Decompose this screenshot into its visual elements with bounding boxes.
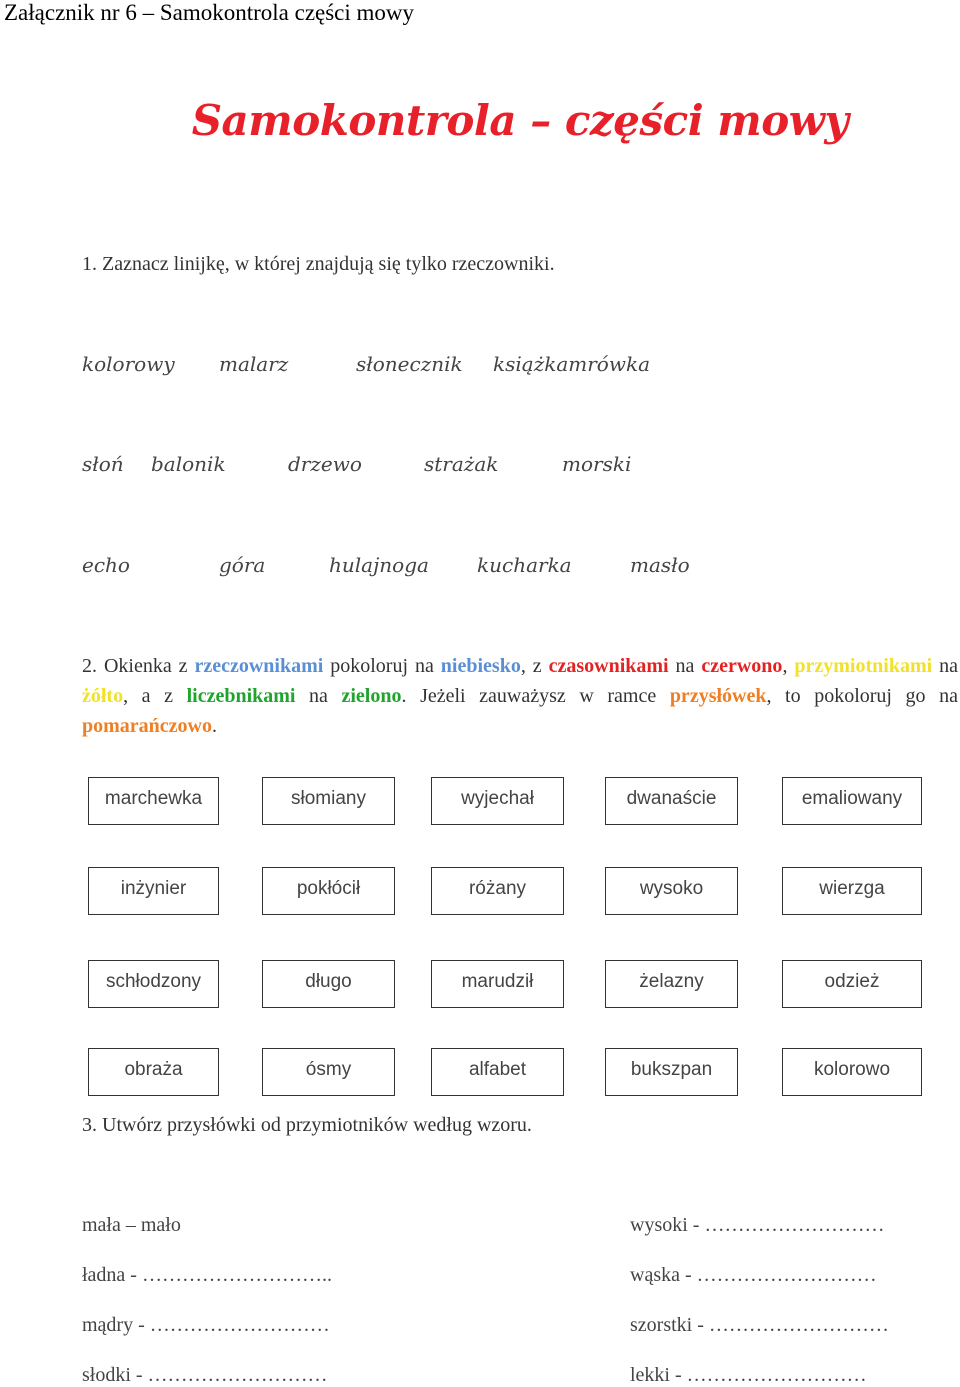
keyword-red: czerwono [701,655,783,677]
word: malarz [219,352,289,376]
text: 2. Okienka z [82,655,195,677]
word: słoń [82,452,124,476]
task2-instruction [82,651,958,741]
text: , a z [123,685,187,707]
keyword-verbs: czasownikami [548,655,669,677]
keyword-nouns: rzeczownikami [194,655,324,677]
keyword-yellow: żółto [82,685,124,707]
word-box[interactable]: marudził [431,960,564,1008]
word-box[interactable]: emaliowany [782,777,922,825]
word: kolorowy [82,352,175,376]
answer-line[interactable]: wysoki - ……………………… [630,1214,885,1236]
text: na [932,655,958,677]
word: kucharka [477,553,572,577]
word-box[interactable]: wysoko [605,867,738,915]
word: książkamrówka [493,352,651,376]
word-box[interactable]: pokłócił [262,867,395,915]
word-box[interactable]: słomiany [262,777,395,825]
text: . Jeżeli zauważysz w ramce [401,685,670,707]
word: strażak [424,452,499,476]
word-box[interactable]: odzież [782,960,922,1008]
answer-line[interactable]: mądry - ……………………… [82,1314,330,1336]
word-box[interactable]: wierzga [782,867,922,915]
word-box[interactable]: obraża [88,1048,219,1096]
keyword-green: zielono [341,685,402,707]
text: , [782,655,795,677]
word: masło [630,553,690,577]
text: pokoloruj na [323,655,441,677]
word-box[interactable]: inżynier [88,867,219,915]
keyword-numerals: liczebnikami [186,685,296,707]
word: balonik [151,452,226,476]
answer-line[interactable]: wąska - ……………………… [630,1264,877,1286]
answer-line[interactable]: ładna - ……………………….. [82,1264,332,1286]
word: góra [219,553,266,577]
answer-line[interactable]: lekki - ……………………… [630,1364,867,1386]
task1-instruction: 1. Zaznacz linijkę, w której znajdują się tylko rzeczowniki. [82,253,555,275]
keyword-adverb: przysłówek [669,685,767,707]
text: , z [520,655,549,677]
word-box[interactable]: ósmy [262,1048,395,1096]
keyword-orange: pomarańczowo [82,715,212,737]
text: , to pokoloruj go na [766,685,958,707]
word-box[interactable]: dwanaście [605,777,738,825]
text: na [668,655,702,677]
word-box[interactable]: marchewka [88,777,219,825]
word-box[interactable]: długo [262,960,395,1008]
word-box[interactable]: bukszpan [605,1048,738,1096]
word-box[interactable]: żelazny [605,960,738,1008]
word: morski [562,452,632,476]
keyword-adjectives: przymiotnikami [794,655,933,677]
keyword-blue: niebiesko [440,655,521,677]
document-header: Załącznik nr 6 – Samokontrola części mowy [4,0,415,25]
word: hulajnoga [329,553,429,577]
answer-line[interactable]: słodki - ……………………… [82,1364,328,1386]
word-box[interactable]: różany [431,867,564,915]
word-box[interactable]: schłodzony [88,960,219,1008]
word: drzewo [288,452,362,476]
word-box[interactable]: wyjechał [431,777,564,825]
word-box[interactable]: alfabet [431,1048,564,1096]
text: . [211,715,217,737]
answer-line[interactable]: szorstki - ……………………… [630,1314,889,1336]
word: słonecznik [356,352,463,376]
task3-instruction: 3. Utwórz przysłówki od przymiotników według wzoru. [82,1114,532,1136]
example-line: mała – mało [82,1214,181,1236]
word: echo [82,553,130,577]
page-title: Samokontrola – części mowy [191,96,849,145]
text: na [295,685,342,707]
word-box[interactable]: kolorowo [782,1048,922,1096]
